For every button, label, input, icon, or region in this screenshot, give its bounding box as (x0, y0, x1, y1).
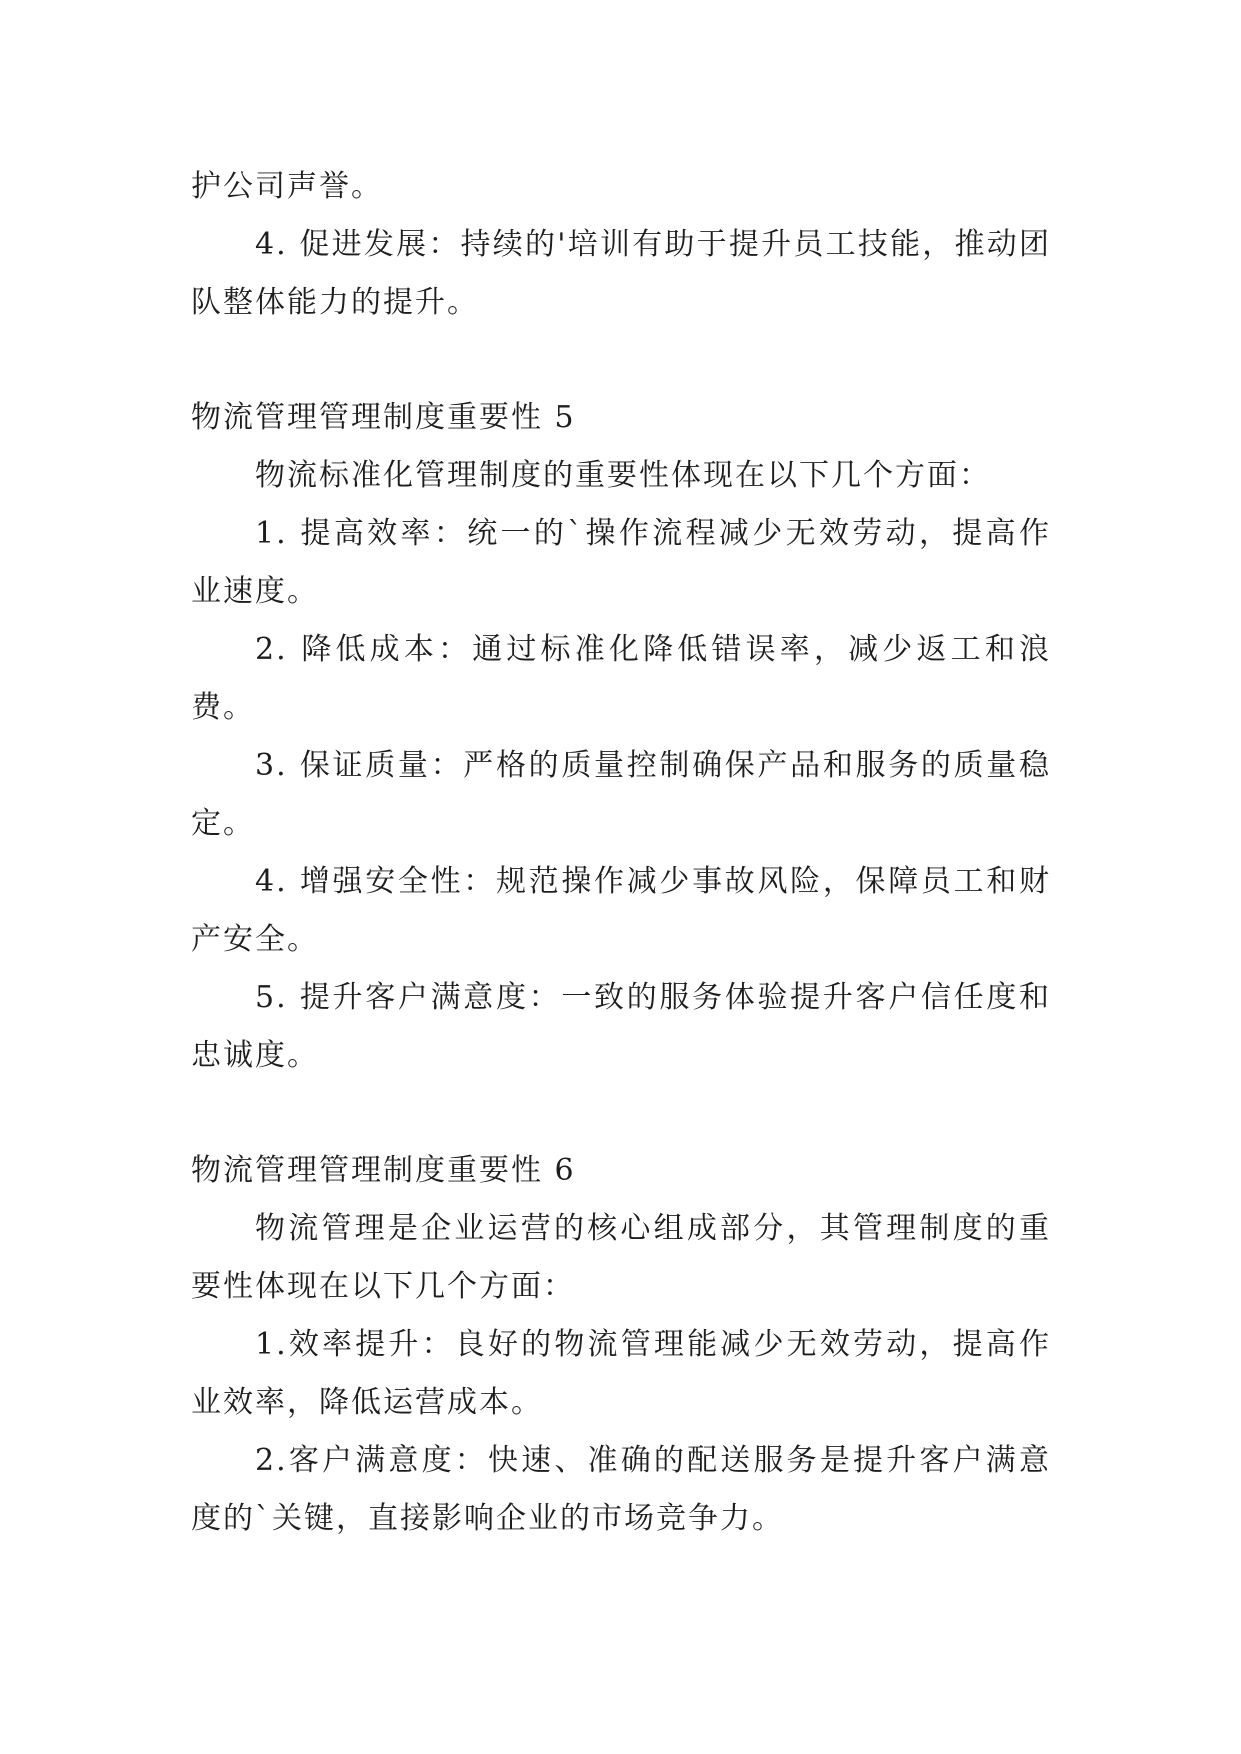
section-intro: 物流管理是企业运营的核心组成部分，其管理制度的重要性体现在以下几个方面： (191, 1211, 1051, 1304)
list-item: 3. 保证质量：严格的质量控制确保产品和服务的质量稳定。 (191, 748, 1051, 841)
section-heading-5: 物流管理管理制度重要性 5 (191, 400, 576, 435)
section-heading-6: 物流管理管理制度重要性 6 (191, 1153, 576, 1188)
paragraph-continuation: 护公司声誉。 (191, 169, 383, 204)
list-item: 1. 提高效率：统一的`操作流程减少无效劳动，提高作业速度。 (191, 516, 1051, 609)
section-intro: 物流标准化管理制度的重要性体现在以下几个方面： (255, 458, 991, 493)
list-item: 2. 降低成本：通过标准化降低错误率，减少返工和浪费。 (191, 632, 1051, 725)
document-body (191, 158, 1051, 1548)
list-item: 5. 提升客户满意度：一致的服务体验提升客户信任度和忠诚度。 (191, 980, 1051, 1073)
list-item: 1.效率提升：良好的物流管理能减少无效劳动，提高作业效率，降低运营成本。 (191, 1327, 1051, 1420)
list-item: 4. 促进发展：持续的'培训有助于提升员工技能，推动团队整体能力的提升。 (191, 227, 1051, 320)
list-item: 2.客户满意度：快速、准确的配送服务是提升客户满意度的`关键，直接影响企业的市场竞争力。 (191, 1443, 1051, 1536)
list-item: 4. 增强安全性：规范操作减少事故风险，保障员工和财产安全。 (191, 864, 1051, 957)
